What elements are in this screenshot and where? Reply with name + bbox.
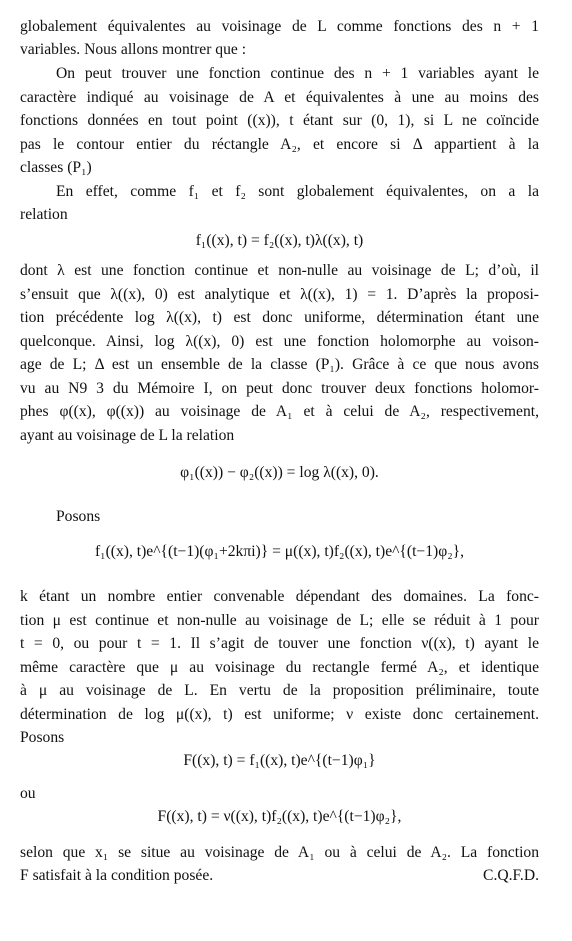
text-line: F satisfait à la condition posée. (20, 867, 214, 884)
text-line: pas le contour entier du réctangle A₂, et encore si Δ appartient à la (20, 136, 539, 153)
final-line (20, 866, 539, 886)
text-line: En effet, comme f₁ et f₂ sont globalement équivalentes, on a la (56, 183, 539, 200)
text-line: globalement équivalentes au voisinage de L comme fonctions des n + 1 (20, 18, 539, 35)
equation-5: F((x), t) = ν((x), t)f₂((x), t)e^{(t−1)φ₂}, (157, 808, 402, 825)
text-line: phes φ((x), φ((x)) au voisinage de A₁ et à celui de A₂, respectivement, (20, 403, 539, 420)
text-line: age de L; Δ est un ensemble de la classe (P₁). Grâce à ce que nous avons (20, 356, 539, 373)
text-line: classes (P₁) (20, 159, 92, 176)
text-line: quelconque. Ainsi, log λ((x), 0) est une fonction holomorphe au voison- (20, 333, 539, 350)
text-line: dont λ est une fonction continue et non-nulle au voisinage de L; d’où, il (20, 262, 539, 279)
text-line: tion μ est continue et non-nulle au voisinage de L; elle se réduit à 1 pour (20, 612, 539, 629)
text-line: fonctions données en tout point ((x)), t étant sur (0, 1), si L ne coïncide (20, 112, 539, 129)
text-line: s’ensuit que λ((x), 0) est analytique et λ((x), 1) = 1. D’après la proposi- (20, 286, 539, 303)
text-line: On peut trouver une fonction continue des n + 1 variables ayant le (56, 65, 539, 82)
text-line: variables. Nous allons montrer que : (20, 41, 247, 58)
text-line: Posons (56, 508, 101, 525)
text-line: à μ au voisinage de L. En vertu de la proposition préliminaire, toute (20, 682, 539, 699)
text-line: k étant un nombre entier convenable dépendant des domaines. La fonc- (20, 588, 539, 605)
text-line: caractère indiqué au voisinage de A et équivalentes à une au moins des (20, 89, 539, 106)
text-line: Posons (20, 729, 65, 746)
text-line: ou (20, 785, 36, 802)
text-line: ayant au voisinage de L la relation (20, 427, 235, 444)
equation-1: f₁((x), t) = f₂((x), t)λ((x), t) (195, 232, 364, 249)
text-line: vu au N9 3 du Mémoire I, on peut donc trouver deux fonctions holomor- (20, 380, 539, 397)
equation-2: φ₁((x)) − φ₂((x)) = log λ((x), 0). (180, 464, 379, 481)
qed-mark: C.Q.F.D. (483, 867, 539, 884)
text-line: détermination de log μ((x), t) est uniforme; ν existe donc certainement. (20, 706, 539, 723)
text-line: relation (20, 206, 68, 223)
equation-3: f₁((x), t)e^{(t−1)(φ₁+2kπi)} = μ((x), t)f₂((x), t)e^{(t−1)φ₂}, (94, 543, 465, 560)
equation-4: F((x), t) = f₁((x), t)e^{(t−1)φ₁} (183, 752, 376, 769)
text-line: même caractère que μ au voisinage du rectangle fermé A₂, et identique (20, 659, 539, 676)
text-line: tion précédente log λ((x), t) est donc uniforme, détermination étant une (20, 309, 539, 326)
text-line: t = 0, ou pour t = 1. Il s’agit de touver une fonction ν((x), t) ayant le (20, 635, 539, 652)
text-line: selon que x₁ se situe au voisinage de A₁ ou à celui de A₂. La fonction (20, 844, 539, 861)
